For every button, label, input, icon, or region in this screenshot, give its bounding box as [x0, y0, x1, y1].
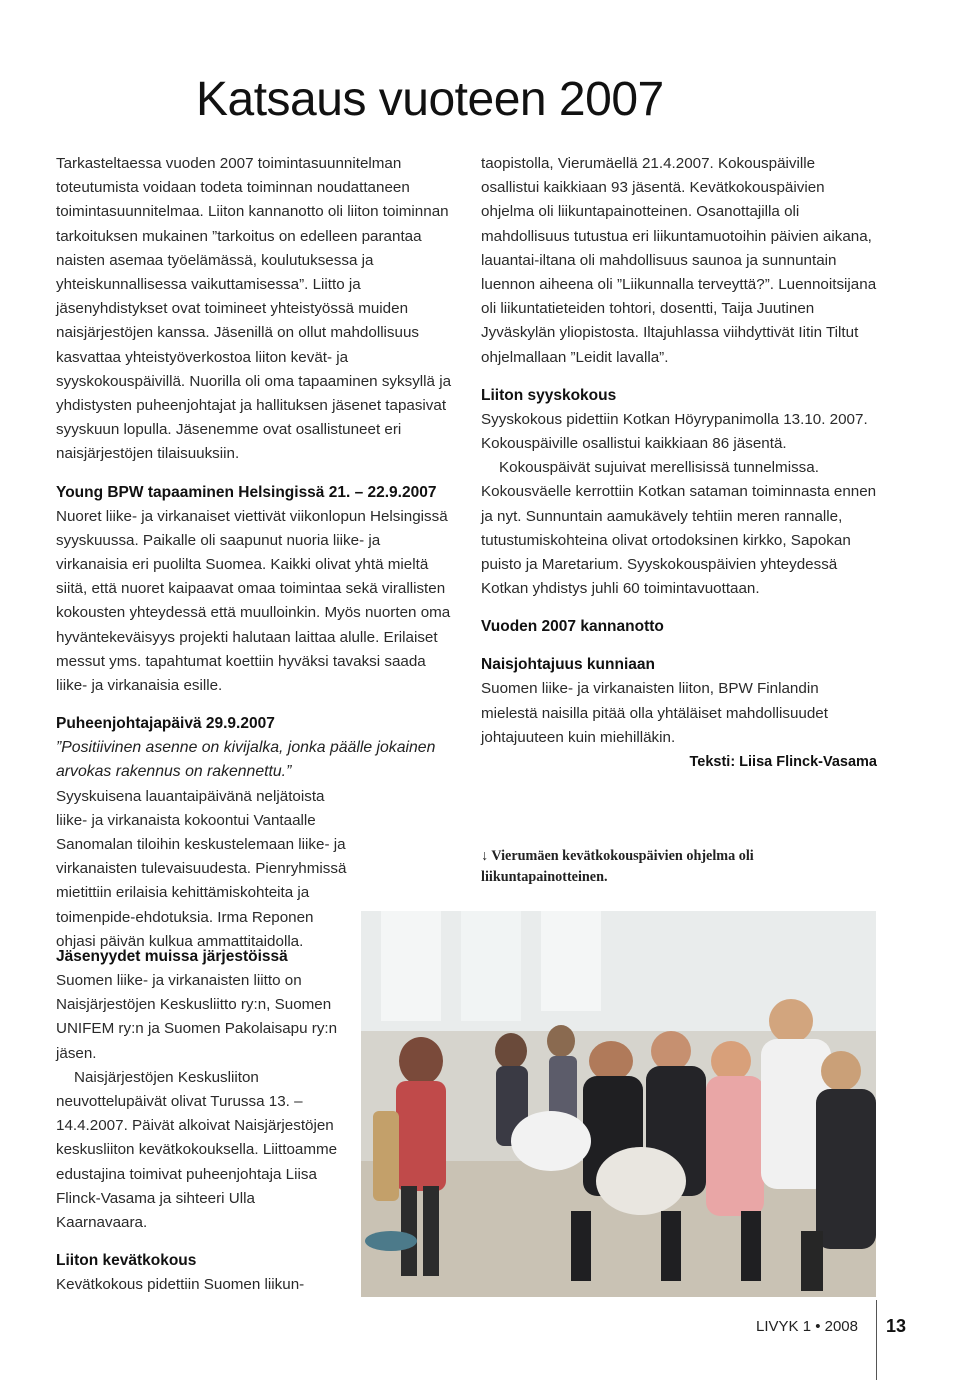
memberships-text: Suomen liike- ja virkanaisten liitto on Naisjärjestöjen Keskusliitto ry:n, Suomen UNIFEM ry:n ja Suomen Pakolaisapu ry:n jäsen.: [56, 972, 338, 1062]
young-bpw-heading: Young BPW tapaaminen Helsingissä 21. – 22.9.2007: [56, 483, 437, 501]
photo-caption: ↓ Vierumäen kevätkokouspäivien ohjelma oli liikuntapainotteinen.: [481, 848, 754, 885]
autumn-meeting-text: Syyskokous pidettiin Kotkan Höyrypanimolla 13.10. 2007. Kokouspäiville osallistui kaikkiaan 86 jäsentä.: [481, 410, 868, 453]
left-column-lower: [56, 945, 342, 1297]
page-number: 13: [886, 1316, 907, 1336]
left-column: [56, 152, 452, 954]
statement-heading: Vuoden 2007 kannanotto: [481, 618, 664, 636]
chair-day-quote: ”Positiivinen asenne on kivijalka, jonka päälle jokainen arvokas rakennus on rakennettu.”: [56, 739, 436, 781]
chair-day-text: Syyskuisena lauantaipäivänä neljätoista liike- ja virkanaista kokoontui Vantaalle Sanomalan tiloihin keskustelemaan liike- ja virkanaisten tulevaisuudesta. Pienryhmissä mietittiin erilaisia kehittämiskohteita ja toimenpide-ehdotuksia. Irma Reponen ohjasi päivän kulkua ammattitaidolla.: [56, 787, 347, 950]
page-title: Katsaus vuoteen 2007: [196, 73, 664, 126]
leadership-text: Suomen liike- ja virkanaisten liiton, BPW Finlandin mielestä naisilla pitää olla yhtäläiset mahdollisuudet johtajuuteen kuin miehilläkin.: [481, 680, 828, 746]
exercise-class-photo: [361, 911, 876, 1297]
signature: Teksti: Liisa Flinck-Vasama: [689, 754, 877, 771]
right-column: [481, 152, 877, 774]
spring-meeting-heading: Liiton kevätkokous: [56, 1252, 197, 1270]
spring-meeting-text: Kevätkokous pidettiin Suomen liikun-: [56, 1276, 305, 1294]
photo-illustration: [361, 911, 876, 1297]
memberships-heading: Jäsenyydet muissa järjestöissä: [56, 948, 288, 965]
leadership-heading: Naisjohtajuus kunniaan: [481, 656, 655, 674]
memberships-text-2: Naisjärjestöjen Keskusliiton neuvottelupäivät olivat Turussa 13. – 14.4.2007. Päivät alkoivat Naisjärjestöjen keskusliiton kevätkokouksella. Liittoamme edustajina toimivat puheenjohtaja Liisa Flinck-Vasama ja sihteeri Ulla Kaarnavaara.: [56, 1068, 338, 1232]
publication-footer: LIVYK 1 • 2008: [756, 1318, 858, 1335]
footer-divider: [876, 1300, 877, 1380]
chair-day-heading: Puheenjohtajapäivä 29.9.2007: [56, 715, 275, 733]
spring-meeting-continued: taopistolla, Vierumäellä 21.4.2007. Kokouspäiville osallistui kaikkiaan 93 jäsentä. Kevätkokouspäivien ohjelma oli liikuntapainotteinen. Osanottajilla oli mahdollisuus tutustua eri liikuntamuotoihin päivien aikana, lauantai-iltana oli mahdollisuus saunoa ja sunnuntain luennon aiheena oli ”Liikunnalla terveyttä?”. Luennoitsijana oli liikuntatieteiden tohtori, dosentti, Taija Juutinen Jyväskylän yliopistosta. Iltajuhlassa viihdyttivät Iitin Tiltut ohjelmallaan ”Leidit lavalla”.: [481, 155, 877, 366]
intro-paragraph: Tarkasteltaessa vuoden 2007 toimintasuunnitelman toteutumista voidaan todeta toiminnan noudattaneen toimintasuunnitelmaa. Liiton kannanotto oli liiton toiminnan tarkoituksen mukainen ”tarkoitus on edelleen parantaa naisten asemaa työelämässä, koulutuksessa ja yhteiskunnallisessa vaikuttamisessa”. Liitto ja jäsenyhdistykset ovat toimineet yhteistyössä muiden naisjärjestöjen kanssa. Jäsenillä on ollut mahdollisuus kasvattaa yhteistyöverkostoa liiton kevät- ja syyskokouspäivillä. Nuorilla oli oma tapaaminen syksyllä ja yhdistysten puheenjohtajat ja hallituksen jäsenet tapasivat syyskuun lopulla. Jäsenemme ovat osallistuneet eri naisjärjestöjen tilaisuuksiin.: [56, 155, 452, 463]
autumn-meeting-heading: Liiton syyskokous: [481, 386, 617, 404]
autumn-meeting-text-2: Kokouspäivät sujuivat merellisissä tunnelmissa. Kokousväelle kerrottiin Kotkan sataman toiminnasta ennen ja nyt. Sunnuntain aamukävely tehtiin meren rannalle, tutustumiskohteina olivat ortodoksinen kirkko, Sapokan puisto ja Maretarium. Syyskokouspäivien yhteydessä Kotkan yhdistys juhli 60 toimintavuottaan.: [481, 459, 877, 598]
young-bpw-text: Nuoret liike- ja virkanaiset viettivät viikonlopun Helsingissä syyskuussa. Paikalle oli saapunut nuoria liike- ja virkanaisia eri puolilta Suomea. Kaikki olivat yhtä mieltä siitä, että nuoret kaipaavat omaa toimintaa sekä virallisten kokousten yhteydessä että muulloinkin. Myös nuorten oma hyväntekeväisyys projekti halutaan laittaa alulle. Erilaiset messut yms. tapahtumat koettiin hyväksi tavaksi saada liike- ja virkanaisia esille.: [56, 507, 451, 695]
